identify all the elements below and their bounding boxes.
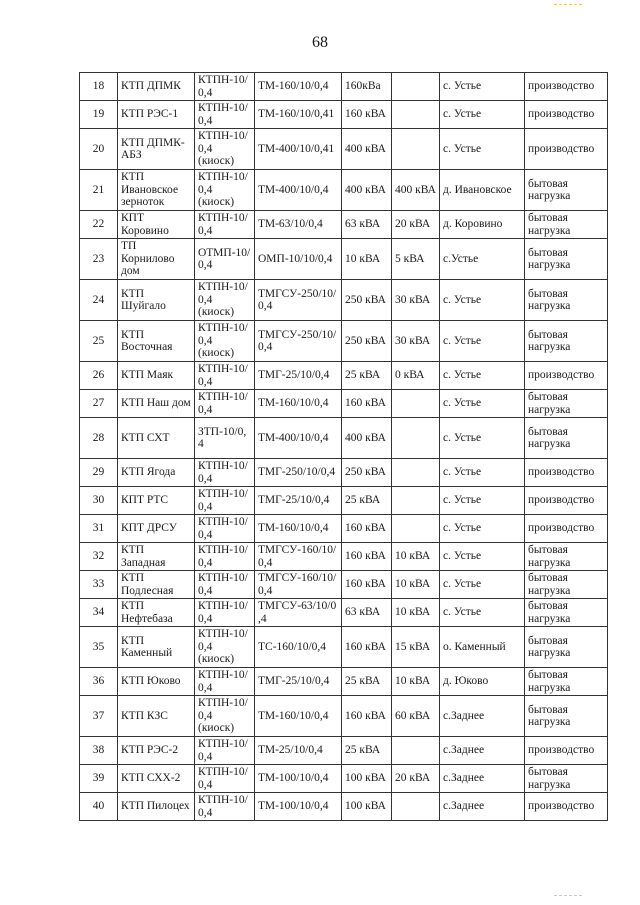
cell-purpose: бытовая нагрузка [525, 627, 608, 668]
cell-load-power: 60 кВА [392, 696, 440, 737]
cell-rated-power: 400 кВА [342, 129, 392, 170]
cell-transformer-model: ТМ-400/10/0,4 [255, 418, 342, 459]
cell-location: о. Каменный [440, 627, 525, 668]
cell-rated-power: 25 кВА [342, 668, 392, 696]
cell-location: с. Устье [440, 418, 525, 459]
cell-substation-type: КТПН-10/0,4 [195, 765, 255, 793]
cell-substation-type: КТПН-10/0,4 (киоск) [195, 696, 255, 737]
cell-load-power [392, 793, 440, 821]
cell-substation-type: ОТМП-10/0,4 [195, 239, 255, 280]
cell-substation-type: КТПН-10/0,4 (киоск) [195, 321, 255, 362]
cell-location: с. Устье [440, 487, 525, 515]
table-row [80, 101, 608, 129]
cell-rated-power: 400 кВА [342, 418, 392, 459]
cell-substation-name: КТП Нефтебаза [118, 599, 195, 627]
cell-rated-power: 160 кВА [342, 515, 392, 543]
cell-load-power [392, 73, 440, 101]
cell-substation-name: КТП КЗС [118, 696, 195, 737]
cell-substation-name: КТП Шуйгало [118, 280, 195, 321]
cell-row-number: 39 [80, 765, 118, 793]
cell-substation-name: КПТ Коровино [118, 211, 195, 239]
cell-load-power [392, 390, 440, 418]
cell-substation-name: КПТ РТС [118, 487, 195, 515]
cell-location: с. Устье [440, 101, 525, 129]
cell-substation-name: КТП РЭС-2 [118, 737, 195, 765]
table-row [80, 321, 608, 362]
cell-load-power: 10 кВА [392, 599, 440, 627]
cell-substation-name: КТП Ягода [118, 459, 195, 487]
cell-transformer-model: ТМГСУ-63/10/0,4 [255, 599, 342, 627]
cell-transformer-model: ТМ-100/10/0,4 [255, 765, 342, 793]
cell-rated-power: 250 кВА [342, 459, 392, 487]
cell-substation-type: КТПН-10/0,4 [195, 543, 255, 571]
cell-substation-name: КТП Пилоцех [118, 793, 195, 821]
cell-purpose: бытовая нагрузка [525, 668, 608, 696]
cell-location: д. Коровино [440, 211, 525, 239]
cell-rated-power: 63 кВА [342, 599, 392, 627]
cell-row-number: 35 [80, 627, 118, 668]
cell-location: с. Устье [440, 129, 525, 170]
cell-purpose: производство [525, 129, 608, 170]
cell-purpose: бытовая нагрузка [525, 390, 608, 418]
cell-location: с. Устье [440, 459, 525, 487]
cell-substation-name: КТП Подлесная [118, 571, 195, 599]
cell-substation-type: КТПН-10/0,4 [195, 793, 255, 821]
cell-location: с. Устье [440, 571, 525, 599]
cell-row-number: 23 [80, 239, 118, 280]
cell-purpose: бытовая нагрузка [525, 599, 608, 627]
cell-row-number: 25 [80, 321, 118, 362]
cell-load-power [392, 487, 440, 515]
cell-load-power: 30 кВА [392, 280, 440, 321]
cell-substation-type: КТПН-10/0,4 [195, 668, 255, 696]
cell-purpose: бытовая нагрузка [525, 170, 608, 211]
cell-row-number: 31 [80, 515, 118, 543]
table-row [80, 418, 608, 459]
cell-purpose: производство [525, 737, 608, 765]
cell-purpose: бытовая нагрузка [525, 696, 608, 737]
cell-transformer-model: ТМ-160/10/0,41 [255, 101, 342, 129]
cell-load-power: 15 кВА [392, 627, 440, 668]
table-row [80, 459, 608, 487]
cell-row-number: 38 [80, 737, 118, 765]
cell-substation-type: КТПН-10/0,4 [195, 737, 255, 765]
cell-transformer-model: ТМ-160/10/0,4 [255, 390, 342, 418]
cell-load-power: 20 кВА [392, 211, 440, 239]
cell-purpose: бытовая нагрузка [525, 239, 608, 280]
cell-purpose: производство [525, 362, 608, 390]
cell-location: с.Устье [440, 239, 525, 280]
cell-rated-power: 160кВа [342, 73, 392, 101]
cell-transformer-model: ТМГ-25/10/0,4 [255, 362, 342, 390]
cell-load-power [392, 418, 440, 459]
cell-substation-type: КТПН-10/0,4 [195, 459, 255, 487]
cell-load-power [392, 101, 440, 129]
cell-transformer-model: ТМГ-25/10/0,4 [255, 487, 342, 515]
cell-substation-type: КТПН-10/0,4 (киоск) [195, 170, 255, 211]
cell-substation-name: КТП Ивановское зерноток [118, 170, 195, 211]
cell-location: с.Заднее [440, 737, 525, 765]
cell-load-power [392, 515, 440, 543]
cell-purpose: производство [525, 515, 608, 543]
cell-substation-name: КТП СХХ-2 [118, 765, 195, 793]
cell-row-number: 27 [80, 390, 118, 418]
cell-transformer-model: ТМ-63/10/0,4 [255, 211, 342, 239]
cell-load-power: 30 кВА [392, 321, 440, 362]
cell-rated-power: 25 кВА [342, 737, 392, 765]
cell-substation-name: КТП Юково [118, 668, 195, 696]
cell-rated-power: 160 кВА [342, 571, 392, 599]
cell-row-number: 32 [80, 543, 118, 571]
cell-rated-power: 100 кВА [342, 765, 392, 793]
cell-transformer-model: ТМГСУ-160/10/0,4 [255, 543, 342, 571]
cell-row-number: 18 [80, 73, 118, 101]
cell-rated-power: 160 кВА [342, 696, 392, 737]
cell-substation-name: КТП Каменный [118, 627, 195, 668]
cell-substation-type: КТПН-10/0,4 [195, 73, 255, 101]
cell-substation-name: КТП Восточная [118, 321, 195, 362]
cell-rated-power: 250 кВА [342, 280, 392, 321]
cell-rated-power: 250 кВА [342, 321, 392, 362]
cell-row-number: 24 [80, 280, 118, 321]
cell-substation-type: КТПН-10/0,4 [195, 362, 255, 390]
scan-mark-top [554, 4, 582, 8]
table-row [80, 487, 608, 515]
cell-substation-type: КТПН-10/0,4 (киоск) [195, 280, 255, 321]
cell-location: с. Устье [440, 543, 525, 571]
cell-purpose: бытовая нагрузка [525, 211, 608, 239]
cell-transformer-model: ТМ-160/10/0,4 [255, 696, 342, 737]
cell-row-number: 20 [80, 129, 118, 170]
cell-row-number: 28 [80, 418, 118, 459]
table-row [80, 627, 608, 668]
cell-location: с. Устье [440, 515, 525, 543]
cell-substation-type: ЗТП-10/0,4 [195, 418, 255, 459]
cell-substation-name: ТП Корнилово дом [118, 239, 195, 280]
cell-row-number: 40 [80, 793, 118, 821]
cell-location: с. Устье [440, 599, 525, 627]
cell-purpose: бытовая нагрузка [525, 418, 608, 459]
cell-substation-type: КТПН-10/0,4 [195, 487, 255, 515]
cell-location: с.Заднее [440, 793, 525, 821]
cell-load-power: 0 кВА [392, 362, 440, 390]
cell-transformer-model: ТМ-160/10/0,4 [255, 73, 342, 101]
table-row [80, 696, 608, 737]
cell-transformer-model: ТМГСУ-250/10/0,4 [255, 321, 342, 362]
table-row [80, 129, 608, 170]
cell-rated-power: 100 кВА [342, 793, 392, 821]
table-row [80, 239, 608, 280]
cell-location: с. Устье [440, 321, 525, 362]
table-row [80, 211, 608, 239]
table-row [80, 73, 608, 101]
cell-transformer-model: ОМП-10/10/0,4 [255, 239, 342, 280]
cell-location: с.Заднее [440, 765, 525, 793]
cell-transformer-model: ТМГ-25/10/0,4 [255, 668, 342, 696]
cell-location: д. Ивановское [440, 170, 525, 211]
cell-purpose: бытовая нагрузка [525, 571, 608, 599]
cell-substation-type: КТПН-10/0,4 [195, 599, 255, 627]
cell-load-power: 10 кВА [392, 571, 440, 599]
cell-substation-type: КТПН-10/0,4 (киоск) [195, 627, 255, 668]
cell-row-number: 26 [80, 362, 118, 390]
cell-row-number: 33 [80, 571, 118, 599]
table-row [80, 515, 608, 543]
cell-row-number: 30 [80, 487, 118, 515]
cell-substation-type: КТПН-10/0,4 [195, 211, 255, 239]
cell-row-number: 37 [80, 696, 118, 737]
cell-load-power: 400 кВА [392, 170, 440, 211]
table-row [80, 170, 608, 211]
cell-location: с. Устье [440, 73, 525, 101]
cell-load-power: 20 кВА [392, 765, 440, 793]
cell-substation-name: КТП ДПМК [118, 73, 195, 101]
cell-substation-name: КТП РЭС-1 [118, 101, 195, 129]
cell-row-number: 36 [80, 668, 118, 696]
cell-load-power: 10 кВА [392, 668, 440, 696]
cell-load-power [392, 129, 440, 170]
cell-location: с. Устье [440, 280, 525, 321]
cell-purpose: производство [525, 793, 608, 821]
cell-row-number: 34 [80, 599, 118, 627]
table-row [80, 668, 608, 696]
cell-transformer-model: ТМ-100/10/0,4 [255, 793, 342, 821]
cell-purpose: производство [525, 487, 608, 515]
cell-rated-power: 160 кВА [342, 390, 392, 418]
table-row [80, 765, 608, 793]
cell-substation-type: КТПН-10/0,4 [195, 390, 255, 418]
cell-substation-name: КТП ДПМК-АБЗ [118, 129, 195, 170]
cell-transformer-model: ТМГ-250/10/0,4 [255, 459, 342, 487]
cell-substation-name: КТП Маяк [118, 362, 195, 390]
cell-transformer-model: ТМГСУ-160/10/0,4 [255, 571, 342, 599]
cell-transformer-model: ТМ-400/10/0,4 [255, 170, 342, 211]
table-row [80, 362, 608, 390]
cell-transformer-model: ТМГСУ-250/10/0,4 [255, 280, 342, 321]
cell-purpose: бытовая нагрузка [525, 321, 608, 362]
cell-purpose: бытовая нагрузка [525, 280, 608, 321]
cell-substation-name: КПТ ДРСУ [118, 515, 195, 543]
cell-row-number: 21 [80, 170, 118, 211]
cell-transformer-model: ТС-160/10/0,4 [255, 627, 342, 668]
cell-row-number: 19 [80, 101, 118, 129]
table-row [80, 280, 608, 321]
cell-load-power: 5 кВА [392, 239, 440, 280]
cell-substation-type: КТПН-10/0,4 [195, 515, 255, 543]
table-row [80, 737, 608, 765]
cell-purpose: производство [525, 101, 608, 129]
cell-transformer-model: ТМ-160/10/0,4 [255, 515, 342, 543]
cell-substation-type: КТПН-10/0,4 [195, 101, 255, 129]
table-row [80, 571, 608, 599]
cell-purpose: бытовая нагрузка [525, 543, 608, 571]
cell-purpose: бытовая нагрузка [525, 765, 608, 793]
cell-location: с. Устье [440, 362, 525, 390]
cell-purpose: производство [525, 459, 608, 487]
cell-substation-type: КТПН-10/0,4 [195, 571, 255, 599]
table-row [80, 599, 608, 627]
cell-location: д. Юково [440, 668, 525, 696]
cell-substation-name: КТП СХТ [118, 418, 195, 459]
cell-load-power: 10 кВА [392, 543, 440, 571]
cell-rated-power: 25 кВА [342, 362, 392, 390]
cell-transformer-model: ТМ-25/10/0,4 [255, 737, 342, 765]
cell-rated-power: 10 кВА [342, 239, 392, 280]
cell-rated-power: 160 кВА [342, 543, 392, 571]
cell-location: с. Устье [440, 390, 525, 418]
cell-rated-power: 160 кВА [342, 101, 392, 129]
cell-transformer-model: ТМ-400/10/0,41 [255, 129, 342, 170]
table-row [80, 543, 608, 571]
substation-table [79, 72, 608, 821]
cell-substation-type: КТПН-10/0,4 (киоск) [195, 129, 255, 170]
cell-rated-power: 25 кВА [342, 487, 392, 515]
cell-rated-power: 63 кВА [342, 211, 392, 239]
cell-rated-power: 400 кВА [342, 170, 392, 211]
table-row [80, 390, 608, 418]
page-number: 68 [312, 34, 328, 51]
scan-mark-bottom [554, 895, 582, 899]
cell-substation-name: КТП Наш дом [118, 390, 195, 418]
cell-load-power [392, 459, 440, 487]
table-row [80, 793, 608, 821]
cell-purpose: производство [525, 73, 608, 101]
cell-substation-name: КТП Западная [118, 543, 195, 571]
cell-rated-power: 160 кВА [342, 627, 392, 668]
cell-row-number: 22 [80, 211, 118, 239]
cell-load-power [392, 737, 440, 765]
cell-location: с.Заднее [440, 696, 525, 737]
cell-row-number: 29 [80, 459, 118, 487]
